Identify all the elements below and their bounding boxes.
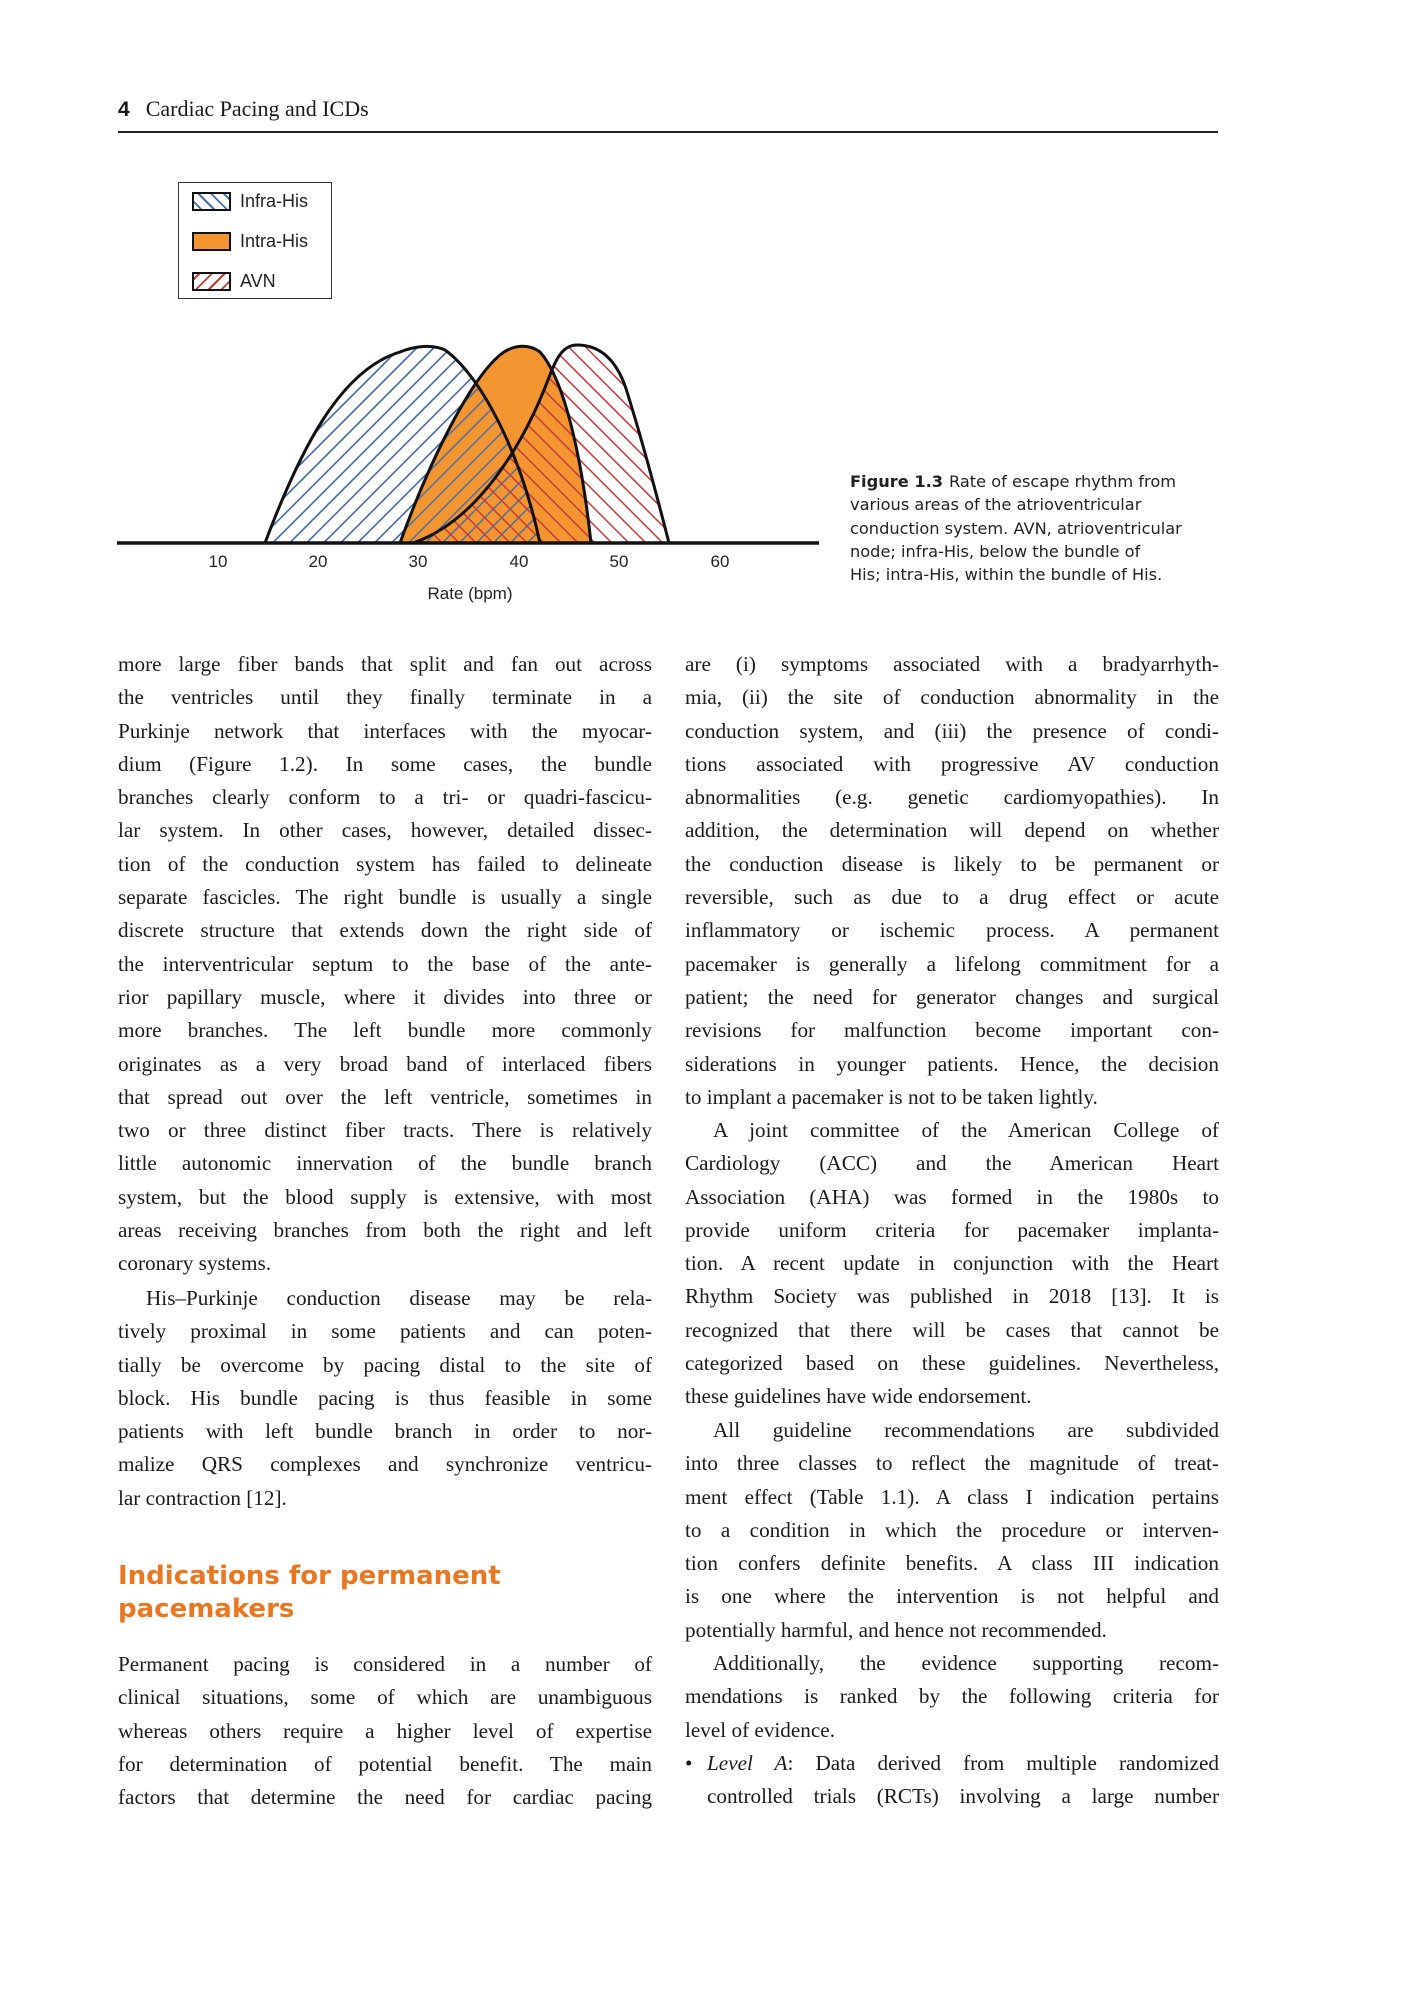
running-title: Cardiac Pacing and ICDs xyxy=(145,96,369,121)
text-line: His–Purkinje conduction disease may be rela- xyxy=(146,1286,652,1310)
caption-line: His; intra-His, within the bundle of His. xyxy=(850,565,1163,585)
right-column-para-2 xyxy=(685,1114,1219,1414)
text-line: whereas others require a higher level of expertise xyxy=(118,1718,652,1743)
text-line: is one where the intervention is not helpful and xyxy=(685,1584,1219,1609)
text-line: level of evidence. xyxy=(685,1717,835,1742)
page-number: 4 xyxy=(118,98,130,121)
text-line: patients with left bundle branch in order to nor- xyxy=(118,1419,652,1444)
blue-hatch-swatch-icon xyxy=(192,192,231,211)
text-line: malize QRS complexes and synchronize ventricu- xyxy=(118,1452,652,1477)
text-line: pacemaker is generally a lifelong commitment for a xyxy=(685,951,1219,976)
text-line: the ventricles until they finally terminate in a xyxy=(118,685,652,710)
text-line: lar system. In other cases, however, detailed dissec- xyxy=(118,818,652,843)
text-line: Additionally, the evidence supporting recom- xyxy=(713,1651,1219,1675)
text-line: lar contraction [12]. xyxy=(118,1485,287,1510)
text-line: branches clearly conform to a tri- or quadri-fascicu- xyxy=(118,785,652,810)
text-line: mendations is ranked by the following criteria for xyxy=(685,1684,1219,1709)
left-column-para-2 xyxy=(118,1282,652,1515)
chart-legend xyxy=(178,182,332,299)
text-line: A joint committee of the American College of xyxy=(713,1118,1219,1142)
text-line: ment effect (Table 1.1). A class I indication pertains xyxy=(685,1484,1219,1509)
text-line: rior papillary muscle, where it divides into three or xyxy=(118,984,652,1009)
text-line: little autonomic innervation of the bundle branch xyxy=(118,1151,652,1176)
evidence-bullet-list xyxy=(685,1747,1219,1814)
legend-label: Infra-His xyxy=(240,190,309,211)
text-line: revisions for malfunction become important con- xyxy=(685,1018,1219,1043)
text-line: abnormalities (e.g. genetic cardiomyopathies). In xyxy=(685,785,1219,810)
text-line: that spread out over the left ventricle, sometimes in xyxy=(118,1084,652,1109)
text-line: coronary systems. xyxy=(118,1251,271,1276)
section-heading-line: Indications for permanent xyxy=(118,1561,501,1591)
text-line: system, but the blood supply is extensive, with most xyxy=(118,1184,652,1209)
text-line: Rhythm Society was published in 2018 [13]. It is xyxy=(685,1284,1219,1309)
text-line: addition, the determination will depend on whether xyxy=(685,818,1219,843)
bullet-term: Level A xyxy=(707,1751,788,1775)
text-line: tion confers definite benefits. A class III indication xyxy=(685,1551,1219,1576)
text-line: two or three distinct fiber tracts. There is relatively xyxy=(118,1118,652,1143)
text-line: provide uniform criteria for pacemaker implanta- xyxy=(685,1217,1219,1242)
figure-label: Figure 1.3 xyxy=(850,472,943,491)
right-column-para-4 xyxy=(685,1647,1219,1747)
bullet-text: : Data derived from multiple randomized xyxy=(787,1751,1219,1775)
caption-line: various areas of the atrioventricular xyxy=(850,495,1142,515)
text-line: Purkinje network that interfaces with the myocar- xyxy=(118,718,652,743)
x-tick-label: 60 xyxy=(710,552,730,571)
left-column-para-3 xyxy=(118,1648,652,1814)
text-line: for determination of potential benefit. The main xyxy=(118,1751,652,1776)
text-line: Cardiology (ACC) and the American Heart xyxy=(685,1151,1219,1176)
caption-line: node; infra-His, below the bundle of xyxy=(850,541,1141,561)
text-line: areas receiving branches from both the right and left xyxy=(118,1218,652,1243)
text-line: these guidelines have wide endorsement. xyxy=(685,1384,1032,1409)
text-line: mia, (ii) the site of conduction abnormality in the xyxy=(685,685,1219,710)
text-line: inflammatory or ischemic process. A permanent xyxy=(685,918,1219,943)
red-hatch-swatch-icon xyxy=(192,272,231,291)
text-line: dium (Figure 1.2). In some cases, the bundle xyxy=(118,751,652,776)
text-line: potentially harmful, and hence not recommended. xyxy=(685,1617,1107,1642)
text-line: tions associated with progressive AV conduction xyxy=(685,751,1219,776)
right-column-para-3 xyxy=(685,1414,1219,1647)
bullet-icon: • xyxy=(685,1751,693,1775)
text-line: are (i) symptoms associated with a bradyarrhyth- xyxy=(685,652,1219,676)
figure-caption xyxy=(850,470,1225,586)
text-line: tion. A recent update in conjunction with the Heart xyxy=(685,1251,1219,1276)
section-heading-line: pacemakers xyxy=(118,1594,295,1624)
text-line: clinical situations, some of which are unambiguous xyxy=(118,1685,652,1710)
x-tick-label: 50 xyxy=(609,552,629,571)
legend-item-infra-his xyxy=(192,191,308,211)
text-line: more branches. The left bundle more commonly xyxy=(118,1018,652,1043)
text-line: recognized that there will be cases that cannot be xyxy=(685,1317,1219,1342)
text-line: into three classes to reflect the magnitude of treat- xyxy=(685,1451,1219,1476)
caption-line: Rate of escape rhythm from xyxy=(949,472,1177,491)
text-line: siderations in younger patients. Hence, the decision xyxy=(685,1051,1219,1076)
text-line: All guideline recommendations are subdivided xyxy=(713,1418,1219,1442)
x-tick-label: 30 xyxy=(408,552,428,571)
text-line: factors that determine the need for cardiac pacing xyxy=(118,1785,652,1810)
text-line: tially be overcome by pacing distal to the site of xyxy=(118,1352,652,1377)
x-tick-label: 10 xyxy=(208,552,228,571)
text-line: Association (AHA) was formed in the 1980s to xyxy=(685,1184,1219,1209)
text-line: more large fiber bands that split and fan out across xyxy=(118,652,652,676)
legend-item-intra-his xyxy=(192,231,308,251)
text-line: originates as a very broad band of interlaced fibers xyxy=(118,1051,652,1076)
text-line: the interventricular septum to the base of the ante- xyxy=(118,951,652,976)
text-line: categorized based on these guidelines. Nevertheless, xyxy=(685,1351,1219,1376)
legend-label: Intra-His xyxy=(240,230,309,251)
x-axis-label: Rate (bpm) xyxy=(427,584,513,603)
text-line: conduction system, and (iii) the presence of condi- xyxy=(685,718,1219,743)
orange-swatch-icon xyxy=(192,232,231,251)
caption-line: conduction system. AVN, atrioventricular xyxy=(850,518,1182,538)
text-line: patient; the need for generator changes and surgical xyxy=(685,984,1219,1009)
text-line: Permanent pacing is considered in a number of xyxy=(118,1652,652,1676)
section-heading xyxy=(118,1560,652,1626)
text-line: block. His bundle pacing is thus feasible in some xyxy=(118,1385,652,1410)
x-tick-label: 40 xyxy=(509,552,529,571)
text-line: to a condition in which the procedure or interven- xyxy=(685,1517,1219,1542)
text-line: the conduction disease is likely to be permanent or xyxy=(685,851,1219,876)
escape-rhythm-chart xyxy=(0,0,900,620)
text-line: to implant a pacemaker is not to be taken lightly. xyxy=(685,1084,1098,1109)
text-line: tion of the conduction system has failed to delineate xyxy=(118,851,652,876)
right-column-para-1 xyxy=(685,648,1219,1114)
left-column-para-1 xyxy=(118,648,652,1281)
legend-item-avn xyxy=(192,271,276,291)
bullet-item-continuation xyxy=(685,1780,1219,1813)
text-line: tively proximal in some patients and can poten- xyxy=(118,1319,652,1344)
legend-label: AVN xyxy=(240,270,276,291)
x-tick-label: 20 xyxy=(308,552,328,571)
bullet-item-level-a xyxy=(685,1747,1219,1780)
bullet-text: controlled trials (RCTs) involving a large number xyxy=(707,1784,1219,1809)
text-line: separate fascicles. The right bundle is usually a single xyxy=(118,885,652,910)
text-line: discrete structure that extends down the right side of xyxy=(118,918,652,943)
text-line: reversible, such as due to a drug effect or acute xyxy=(685,885,1219,910)
